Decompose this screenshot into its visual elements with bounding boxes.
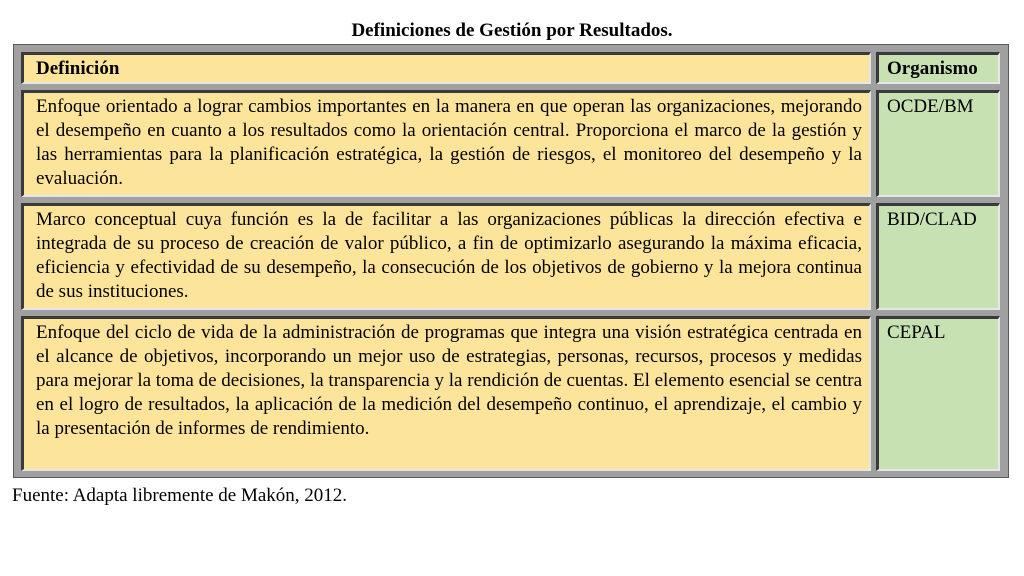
definitions-table	[13, 44, 1009, 478]
source-note: Fuente: Adapta libremente de Makón, 2012.	[12, 485, 348, 506]
definition-cell-bid: Marco conceptual cuya función es la de facilitar a las organizaciones públicas la dirección efectiva e integrada de su proceso de creación de valor público, a fin de optimizarlo asegurando la máxima eficacia, eficiencia y efectividad de su desempeño, la consecución de los objetivos de gobierno y la mejora continua de sus instituciones.	[21, 203, 871, 310]
header-organization: Organismo	[876, 52, 1000, 84]
definition-cell-cepal: Enfoque del ciclo de vida de la administración de programas que integra una visión estratégica centrada en el alcance de objetivos, incorporando un mejor uso de estrategias, personas, recursos, procesos y medidas para mejorar la toma de decisiones, la transparencia y la rendición de cuentas. El elemento esencial se centra en el logro de resultados, la aplicación de la medición del desempeño continuo, el aprendizaje, el cambio y la presentación de informes de rendimiento.	[21, 316, 871, 471]
header-definition: Definición	[21, 52, 871, 84]
table-title: Definiciones de Gestión por Resultados.	[351, 20, 673, 41]
organization-cell-ocde: OCDE/BM	[876, 90, 1000, 197]
organization-cell-cepal: CEPAL	[876, 316, 1000, 471]
definition-cell-ocde: Enfoque orientado a lograr cambios importantes en la manera en que operan las organizaciones, mejorando el desempeño en cuanto a los resultados como la orientación central. Proporciona el marco de la gestión y las herramientas para la planificación estratégica, la gestión de riesgos, el monitoreo del desempeño y la evaluación.	[21, 90, 871, 197]
organization-cell-bid: BID/CLAD	[876, 203, 1000, 310]
